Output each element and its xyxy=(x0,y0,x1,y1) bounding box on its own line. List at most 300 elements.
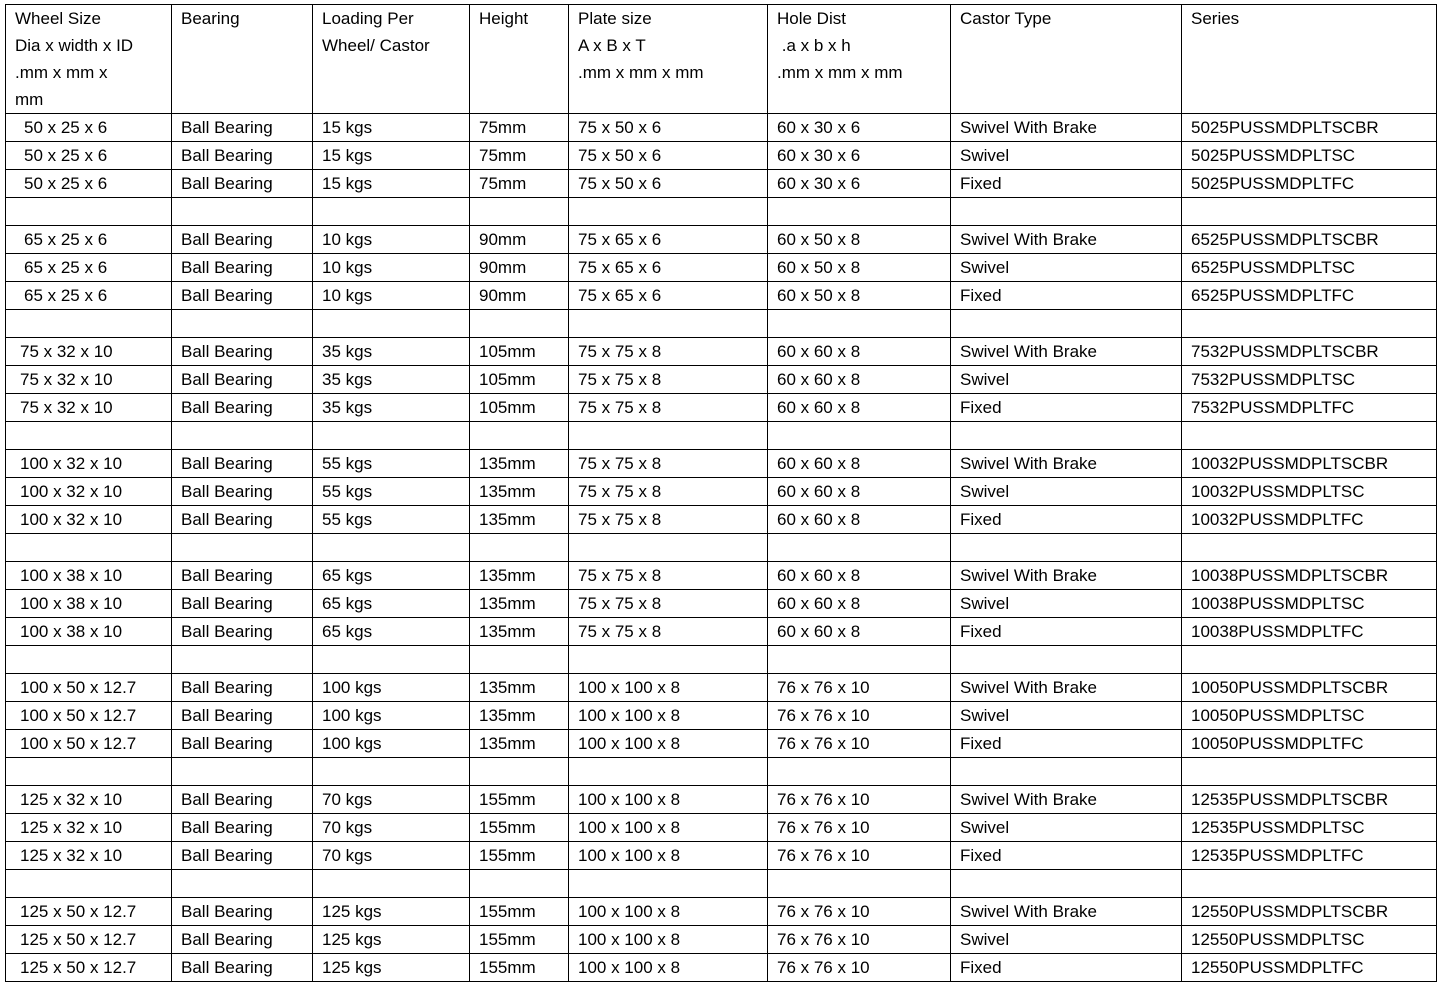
cell-series: 7532PUSSMDPLTFC xyxy=(1182,394,1437,422)
cell-loading: 70 kgs xyxy=(313,814,470,842)
header-line: Castor Type xyxy=(960,9,1052,28)
cell-bearing xyxy=(172,870,313,898)
cell-loading: 125 kgs xyxy=(313,954,470,982)
cell-height: 135mm xyxy=(470,674,569,702)
table-row xyxy=(6,702,1437,730)
cell-bearing: Ball Bearing xyxy=(172,478,313,506)
cell-loading xyxy=(313,534,470,562)
cell-series: 12550PUSSMDPLTSC xyxy=(1182,926,1437,954)
cell-loading: 65 kgs xyxy=(313,590,470,618)
cell-wheel-size: 65 x 25 x 6 xyxy=(6,226,172,254)
cell-plate-size xyxy=(569,422,768,450)
cell-series xyxy=(1182,310,1437,338)
cell-castor-type: Fixed xyxy=(951,842,1182,870)
table-row xyxy=(6,170,1437,198)
cell-castor-type xyxy=(951,310,1182,338)
cell-plate-size: 100 x 100 x 8 xyxy=(569,674,768,702)
cell-plate-size: 100 x 100 x 8 xyxy=(569,730,768,758)
header-line: Wheel Size xyxy=(15,9,101,28)
cell-series: 10032PUSSMDPLTFC xyxy=(1182,506,1437,534)
cell-wheel-size: 75 x 32 x 10 xyxy=(6,338,172,366)
header-line: .mm x mm x xyxy=(15,63,108,82)
cell-loading xyxy=(313,646,470,674)
cell-plate-size: 100 x 100 x 8 xyxy=(569,786,768,814)
cell-height: 105mm xyxy=(470,338,569,366)
cell-series: 10038PUSSMDPLTSCBR xyxy=(1182,562,1437,590)
cell-hole-dist: 76 x 76 x 10 xyxy=(768,730,951,758)
cell-bearing: Ball Bearing xyxy=(172,730,313,758)
cell-loading: 125 kgs xyxy=(313,898,470,926)
cell-castor-type: Fixed xyxy=(951,170,1182,198)
cell-hole-dist: 60 x 60 x 8 xyxy=(768,562,951,590)
cell-plate-size xyxy=(569,758,768,786)
cell-castor-type: Fixed xyxy=(951,506,1182,534)
cell-castor-type: Swivel xyxy=(951,814,1182,842)
cell-bearing: Ball Bearing xyxy=(172,450,313,478)
cell-castor-type xyxy=(951,534,1182,562)
table-row xyxy=(6,590,1437,618)
cell-castor-type: Fixed xyxy=(951,730,1182,758)
cell-bearing: Ball Bearing xyxy=(172,618,313,646)
cell-castor-type: Fixed xyxy=(951,618,1182,646)
cell-hole-dist xyxy=(768,534,951,562)
table-row xyxy=(6,450,1437,478)
cell-bearing: Ball Bearing xyxy=(172,142,313,170)
cell-wheel-size: 50 x 25 x 6 xyxy=(6,142,172,170)
table-row xyxy=(6,842,1437,870)
cell-series xyxy=(1182,758,1437,786)
cell-height: 90mm xyxy=(470,282,569,310)
header-series xyxy=(1182,5,1437,114)
cell-series: 10038PUSSMDPLTFC xyxy=(1182,618,1437,646)
cell-castor-type: Swivel xyxy=(951,142,1182,170)
cell-hole-dist: 60 x 60 x 8 xyxy=(768,394,951,422)
cell-height: 90mm xyxy=(470,254,569,282)
cell-castor-type: Swivel With Brake xyxy=(951,562,1182,590)
cell-bearing xyxy=(172,534,313,562)
cell-bearing: Ball Bearing xyxy=(172,282,313,310)
table-row xyxy=(6,786,1437,814)
cell-height xyxy=(470,310,569,338)
cell-bearing xyxy=(172,758,313,786)
spacer-row xyxy=(6,646,1437,674)
cell-hole-dist: 60 x 60 x 8 xyxy=(768,506,951,534)
cell-plate-size: 75 x 50 x 6 xyxy=(569,114,768,142)
cell-series: 12535PUSSMDPLTFC xyxy=(1182,842,1437,870)
cell-loading: 55 kgs xyxy=(313,478,470,506)
cell-height: 105mm xyxy=(470,366,569,394)
header-line: Hole Dist xyxy=(777,9,846,28)
cell-hole-dist: 76 x 76 x 10 xyxy=(768,674,951,702)
cell-hole-dist: 60 x 60 x 8 xyxy=(768,590,951,618)
cell-bearing xyxy=(172,310,313,338)
header-line: Series xyxy=(1191,9,1240,28)
cell-bearing: Ball Bearing xyxy=(172,842,313,870)
cell-hole-dist: 60 x 60 x 8 xyxy=(768,618,951,646)
cell-series: 12550PUSSMDPLTFC xyxy=(1182,954,1437,982)
cell-castor-type: Fixed xyxy=(951,954,1182,982)
cell-wheel-size: 100 x 50 x 12.7 xyxy=(6,730,172,758)
cell-bearing: Ball Bearing xyxy=(172,954,313,982)
cell-plate-size: 75 x 75 x 8 xyxy=(569,450,768,478)
cell-height: 90mm xyxy=(470,226,569,254)
cell-loading: 65 kgs xyxy=(313,562,470,590)
header-loading xyxy=(313,5,470,114)
cell-hole-dist: 60 x 50 x 8 xyxy=(768,282,951,310)
cell-hole-dist: 76 x 76 x 10 xyxy=(768,786,951,814)
cell-hole-dist xyxy=(768,646,951,674)
table-row xyxy=(6,366,1437,394)
cell-loading: 35 kgs xyxy=(313,338,470,366)
table-row xyxy=(6,814,1437,842)
cell-loading: 10 kgs xyxy=(313,226,470,254)
cell-hole-dist: 60 x 30 x 6 xyxy=(768,142,951,170)
header-line: Plate size xyxy=(578,9,652,28)
cell-loading: 70 kgs xyxy=(313,842,470,870)
cell-height xyxy=(470,646,569,674)
cell-wheel-size: 125 x 50 x 12.7 xyxy=(6,898,172,926)
cell-wheel-size xyxy=(6,198,172,226)
cell-height: 75mm xyxy=(470,114,569,142)
table-row xyxy=(6,506,1437,534)
cell-loading: 35 kgs xyxy=(313,394,470,422)
cell-hole-dist: 76 x 76 x 10 xyxy=(768,954,951,982)
header-wheel-size xyxy=(6,5,172,114)
spacer-row xyxy=(6,758,1437,786)
cell-plate-size: 75 x 75 x 8 xyxy=(569,366,768,394)
cell-castor-type: Swivel xyxy=(951,926,1182,954)
cell-wheel-size xyxy=(6,758,172,786)
spacer-row xyxy=(6,534,1437,562)
cell-plate-size: 100 x 100 x 8 xyxy=(569,926,768,954)
cell-plate-size: 100 x 100 x 8 xyxy=(569,702,768,730)
cell-loading xyxy=(313,422,470,450)
cell-height: 135mm xyxy=(470,450,569,478)
cell-wheel-size: 100 x 32 x 10 xyxy=(6,478,172,506)
cell-loading: 70 kgs xyxy=(313,786,470,814)
cell-hole-dist xyxy=(768,870,951,898)
cell-castor-type: Swivel With Brake xyxy=(951,786,1182,814)
cell-hole-dist xyxy=(768,758,951,786)
cell-plate-size: 100 x 100 x 8 xyxy=(569,898,768,926)
cell-series xyxy=(1182,198,1437,226)
cell-height: 135mm xyxy=(470,590,569,618)
cell-castor-type: Swivel xyxy=(951,478,1182,506)
cell-series xyxy=(1182,422,1437,450)
cell-castor-type: Swivel xyxy=(951,366,1182,394)
cell-loading: 15 kgs xyxy=(313,142,470,170)
cell-height: 135mm xyxy=(470,702,569,730)
cell-height xyxy=(470,758,569,786)
castor-spec-table xyxy=(5,4,1437,982)
cell-wheel-size: 125 x 32 x 10 xyxy=(6,842,172,870)
table-row xyxy=(6,254,1437,282)
cell-plate-size: 75 x 75 x 8 xyxy=(569,506,768,534)
cell-bearing: Ball Bearing xyxy=(172,702,313,730)
cell-wheel-size: 125 x 50 x 12.7 xyxy=(6,926,172,954)
cell-castor-type: Swivel With Brake xyxy=(951,338,1182,366)
cell-bearing: Ball Bearing xyxy=(172,114,313,142)
cell-loading: 55 kgs xyxy=(313,506,470,534)
cell-castor-type: Swivel xyxy=(951,702,1182,730)
cell-plate-size: 75 x 75 x 8 xyxy=(569,338,768,366)
cell-wheel-size: 125 x 32 x 10 xyxy=(6,786,172,814)
cell-height xyxy=(470,198,569,226)
cell-castor-type: Swivel With Brake xyxy=(951,898,1182,926)
cell-bearing: Ball Bearing xyxy=(172,366,313,394)
cell-wheel-size: 100 x 38 x 10 xyxy=(6,618,172,646)
header-bearing xyxy=(172,5,313,114)
cell-height: 135mm xyxy=(470,730,569,758)
cell-castor-type xyxy=(951,646,1182,674)
cell-series: 6525PUSSMDPLTFC xyxy=(1182,282,1437,310)
cell-height xyxy=(470,422,569,450)
cell-plate-size: 100 x 100 x 8 xyxy=(569,954,768,982)
cell-loading: 55 kgs xyxy=(313,450,470,478)
cell-bearing: Ball Bearing xyxy=(172,898,313,926)
cell-hole-dist: 60 x 50 x 8 xyxy=(768,254,951,282)
cell-height: 135mm xyxy=(470,506,569,534)
cell-plate-size xyxy=(569,646,768,674)
cell-series xyxy=(1182,534,1437,562)
cell-plate-size: 75 x 75 x 8 xyxy=(569,562,768,590)
cell-loading: 100 kgs xyxy=(313,702,470,730)
cell-hole-dist: 60 x 50 x 8 xyxy=(768,226,951,254)
cell-wheel-size: 75 x 32 x 10 xyxy=(6,366,172,394)
cell-bearing: Ball Bearing xyxy=(172,170,313,198)
cell-plate-size: 75 x 75 x 8 xyxy=(569,618,768,646)
cell-series: 12535PUSSMDPLTSCBR xyxy=(1182,786,1437,814)
cell-bearing xyxy=(172,198,313,226)
cell-series: 12535PUSSMDPLTSC xyxy=(1182,814,1437,842)
cell-bearing: Ball Bearing xyxy=(172,674,313,702)
cell-hole-dist: 76 x 76 x 10 xyxy=(768,702,951,730)
cell-height: 135mm xyxy=(470,618,569,646)
table-row xyxy=(6,478,1437,506)
table-row xyxy=(6,282,1437,310)
cell-wheel-size: 100 x 38 x 10 xyxy=(6,562,172,590)
cell-hole-dist: 60 x 60 x 8 xyxy=(768,478,951,506)
cell-hole-dist: 76 x 76 x 10 xyxy=(768,898,951,926)
cell-series: 10032PUSSMDPLTSC xyxy=(1182,478,1437,506)
cell-series: 7532PUSSMDPLTSC xyxy=(1182,366,1437,394)
cell-bearing: Ball Bearing xyxy=(172,226,313,254)
cell-plate-size: 75 x 65 x 6 xyxy=(569,226,768,254)
cell-wheel-size xyxy=(6,534,172,562)
table-row xyxy=(6,618,1437,646)
cell-bearing: Ball Bearing xyxy=(172,562,313,590)
cell-loading: 100 kgs xyxy=(313,674,470,702)
cell-bearing: Ball Bearing xyxy=(172,254,313,282)
cell-series xyxy=(1182,646,1437,674)
table-row xyxy=(6,226,1437,254)
cell-loading: 10 kgs xyxy=(313,282,470,310)
cell-height: 155mm xyxy=(470,898,569,926)
cell-loading: 125 kgs xyxy=(313,926,470,954)
cell-wheel-size: 65 x 25 x 6 xyxy=(6,254,172,282)
cell-bearing: Ball Bearing xyxy=(172,786,313,814)
cell-wheel-size xyxy=(6,870,172,898)
cell-bearing: Ball Bearing xyxy=(172,394,313,422)
cell-bearing: Ball Bearing xyxy=(172,926,313,954)
cell-hole-dist: 76 x 76 x 10 xyxy=(768,842,951,870)
cell-bearing: Ball Bearing xyxy=(172,590,313,618)
header-plate-size xyxy=(569,5,768,114)
cell-loading: 35 kgs xyxy=(313,366,470,394)
table-row xyxy=(6,954,1437,982)
cell-wheel-size: 50 x 25 x 6 xyxy=(6,114,172,142)
cell-height: 155mm xyxy=(470,954,569,982)
cell-height: 105mm xyxy=(470,394,569,422)
cell-series: 5025PUSSMDPLTSCBR xyxy=(1182,114,1437,142)
cell-castor-type: Swivel With Brake xyxy=(951,674,1182,702)
cell-plate-size xyxy=(569,534,768,562)
header-line: .mm x mm x mm xyxy=(578,63,704,82)
cell-loading: 15 kgs xyxy=(313,114,470,142)
cell-plate-size: 75 x 75 x 8 xyxy=(569,590,768,618)
cell-castor-type: Swivel xyxy=(951,590,1182,618)
cell-height: 75mm xyxy=(470,170,569,198)
table-row xyxy=(6,114,1437,142)
cell-castor-type: Fixed xyxy=(951,282,1182,310)
cell-wheel-size: 75 x 32 x 10 xyxy=(6,394,172,422)
cell-castor-type: Swivel With Brake xyxy=(951,226,1182,254)
cell-loading: 65 kgs xyxy=(313,618,470,646)
cell-height: 155mm xyxy=(470,814,569,842)
cell-series: 10038PUSSMDPLTSC xyxy=(1182,590,1437,618)
cell-loading xyxy=(313,198,470,226)
cell-height: 135mm xyxy=(470,478,569,506)
header-height xyxy=(470,5,569,114)
cell-plate-size: 100 x 100 x 8 xyxy=(569,814,768,842)
table-row xyxy=(6,674,1437,702)
cell-plate-size: 75 x 75 x 8 xyxy=(569,394,768,422)
cell-loading: 15 kgs xyxy=(313,170,470,198)
cell-plate-size: 75 x 65 x 6 xyxy=(569,254,768,282)
cell-wheel-size xyxy=(6,310,172,338)
cell-hole-dist: 76 x 76 x 10 xyxy=(768,926,951,954)
cell-hole-dist: 60 x 60 x 8 xyxy=(768,366,951,394)
cell-series: 6525PUSSMDPLTSCBR xyxy=(1182,226,1437,254)
cell-series: 7532PUSSMDPLTSCBR xyxy=(1182,338,1437,366)
cell-wheel-size: 125 x 32 x 10 xyxy=(6,814,172,842)
cell-hole-dist xyxy=(768,198,951,226)
cell-loading xyxy=(313,758,470,786)
cell-bearing xyxy=(172,422,313,450)
cell-loading: 100 kgs xyxy=(313,730,470,758)
table-row xyxy=(6,338,1437,366)
cell-height xyxy=(470,870,569,898)
table-row xyxy=(6,562,1437,590)
cell-wheel-size: 100 x 50 x 12.7 xyxy=(6,702,172,730)
table-row xyxy=(6,926,1437,954)
cell-castor-type: Fixed xyxy=(951,394,1182,422)
spacer-row xyxy=(6,422,1437,450)
cell-plate-size xyxy=(569,198,768,226)
cell-hole-dist: 60 x 60 x 8 xyxy=(768,338,951,366)
header-line: .a x b x h xyxy=(777,36,851,55)
cell-height xyxy=(470,534,569,562)
cell-loading xyxy=(313,310,470,338)
cell-castor-type xyxy=(951,758,1182,786)
cell-plate-size xyxy=(569,310,768,338)
cell-bearing xyxy=(172,646,313,674)
cell-wheel-size xyxy=(6,646,172,674)
header-line: Wheel/ Castor xyxy=(322,36,430,55)
header-line: Dia x width x ID xyxy=(15,36,134,55)
cell-wheel-size: 100 x 50 x 12.7 xyxy=(6,674,172,702)
cell-castor-type xyxy=(951,870,1182,898)
cell-plate-size: 75 x 50 x 6 xyxy=(569,170,768,198)
cell-series: 10050PUSSMDPLTSCBR xyxy=(1182,674,1437,702)
cell-plate-size: 75 x 75 x 8 xyxy=(569,478,768,506)
cell-castor-type xyxy=(951,198,1182,226)
cell-series: 10050PUSSMDPLTFC xyxy=(1182,730,1437,758)
cell-series xyxy=(1182,870,1437,898)
cell-wheel-size: 65 x 25 x 6 xyxy=(6,282,172,310)
cell-plate-size: 75 x 65 x 6 xyxy=(569,282,768,310)
header-line: Loading Per xyxy=(322,9,414,28)
cell-wheel-size: 100 x 32 x 10 xyxy=(6,450,172,478)
cell-castor-type: Swivel With Brake xyxy=(951,450,1182,478)
cell-series: 10050PUSSMDPLTSC xyxy=(1182,702,1437,730)
table-row xyxy=(6,142,1437,170)
table-row xyxy=(6,898,1437,926)
spacer-row xyxy=(6,310,1437,338)
cell-wheel-size: 100 x 38 x 10 xyxy=(6,590,172,618)
cell-hole-dist: 60 x 60 x 8 xyxy=(768,450,951,478)
cell-wheel-size: 50 x 25 x 6 xyxy=(6,170,172,198)
cell-bearing: Ball Bearing xyxy=(172,814,313,842)
cell-loading: 10 kgs xyxy=(313,254,470,282)
cell-hole-dist xyxy=(768,310,951,338)
cell-wheel-size: 100 x 32 x 10 xyxy=(6,506,172,534)
spacer-row xyxy=(6,198,1437,226)
cell-castor-type: Swivel xyxy=(951,254,1182,282)
table-row xyxy=(6,730,1437,758)
cell-plate-size xyxy=(569,870,768,898)
cell-series: 12550PUSSMDPLTSCBR xyxy=(1182,898,1437,926)
cell-height: 135mm xyxy=(470,562,569,590)
cell-hole-dist: 60 x 30 x 6 xyxy=(768,114,951,142)
cell-series: 5025PUSSMDPLTFC xyxy=(1182,170,1437,198)
header-castor-type xyxy=(951,5,1182,114)
cell-hole-dist: 76 x 76 x 10 xyxy=(768,814,951,842)
cell-series: 10032PUSSMDPLTSCBR xyxy=(1182,450,1437,478)
cell-series: 6525PUSSMDPLTSC xyxy=(1182,254,1437,282)
cell-castor-type xyxy=(951,422,1182,450)
cell-wheel-size: 125 x 50 x 12.7 xyxy=(6,954,172,982)
header-line: mm xyxy=(15,90,44,109)
cell-plate-size: 100 x 100 x 8 xyxy=(569,842,768,870)
header-line: Height xyxy=(479,9,529,28)
header-row xyxy=(6,5,1437,114)
cell-bearing: Ball Bearing xyxy=(172,338,313,366)
header-hole-dist xyxy=(768,5,951,114)
cell-plate-size: 75 x 50 x 6 xyxy=(569,142,768,170)
cell-series: 5025PUSSMDPLTSC xyxy=(1182,142,1437,170)
cell-hole-dist: 60 x 30 x 6 xyxy=(768,170,951,198)
cell-castor-type: Swivel With Brake xyxy=(951,114,1182,142)
cell-height: 155mm xyxy=(470,786,569,814)
cell-height: 155mm xyxy=(470,842,569,870)
header-line: .mm x mm x mm xyxy=(777,63,903,82)
spacer-row xyxy=(6,870,1437,898)
cell-bearing: Ball Bearing xyxy=(172,506,313,534)
header-line: A x B x T xyxy=(578,36,646,55)
cell-height: 75mm xyxy=(470,142,569,170)
cell-hole-dist xyxy=(768,422,951,450)
